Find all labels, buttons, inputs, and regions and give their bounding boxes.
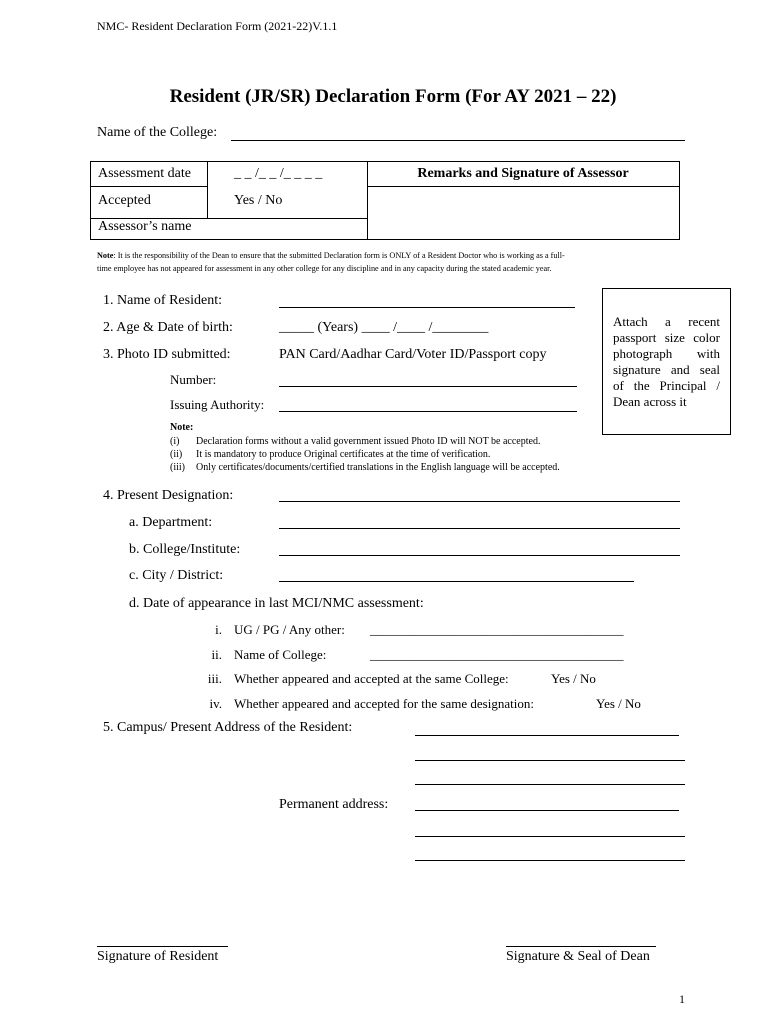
college-institute-input[interactable]: [279, 555, 680, 556]
campus-address-line-3[interactable]: [415, 784, 685, 785]
page-number: 1: [679, 992, 685, 1006]
permanent-address-line-2[interactable]: [415, 836, 685, 837]
sub-item-num: iv.: [209, 696, 222, 711]
id-note-num: (i): [170, 436, 180, 447]
name-of-resident-input[interactable]: [279, 307, 575, 308]
resident-signature-line[interactable]: [97, 946, 228, 947]
accepted-label: Accepted: [98, 193, 151, 208]
campus-address-line-1[interactable]: [415, 735, 679, 736]
photo-attach-box[interactable]: [602, 288, 731, 435]
issuing-authority-input[interactable]: [279, 411, 577, 412]
campus-address-line-2[interactable]: [415, 760, 685, 761]
present-designation-label: 4. Present Designation:: [103, 488, 234, 503]
id-note-text: Declaration forms without a valid government issued Photo ID will NOT be accepted.: [196, 436, 541, 447]
permanent-address-line-1[interactable]: [415, 810, 679, 811]
ug-pg-input[interactable]: _______________________________________: [370, 622, 624, 637]
assessment-date-field[interactable]: _ _ /_ _ /_ _ _ _: [234, 166, 323, 181]
ug-pg-label: UG / PG / Any other:: [234, 622, 345, 637]
campus-address-label: 5. Campus/ Present Address of the Resident:: [103, 720, 353, 735]
number-input[interactable]: [279, 386, 577, 387]
photo-box-text: Attach a recent: [613, 314, 720, 329]
photo-box-text: of the Principal /: [613, 378, 720, 393]
photo-box-text: Dean across it: [613, 394, 687, 409]
page-title: Resident (JR/SR) Declaration Form (For AY 2021 – 22): [169, 86, 617, 107]
college-label: Name of the College:: [97, 125, 218, 140]
age-dob-field[interactable]: _____ (Years) ____ /____ /________: [279, 320, 489, 335]
photo-box-text: signature and seal: [613, 362, 720, 377]
name-of-college-input[interactable]: _______________________________________: [370, 647, 624, 662]
sub-item-num: ii.: [211, 647, 222, 662]
issuing-authority-label: Issuing Authority:: [170, 397, 265, 412]
sub-item-num: iii.: [207, 671, 222, 686]
city-district-input[interactable]: [279, 581, 634, 582]
name-of-college-label: Name of College:: [234, 647, 327, 662]
assessment-date-label: Assessment date: [98, 166, 191, 181]
permanent-address-label: Permanent address:: [279, 797, 389, 812]
photo-box-text: photograph with: [613, 346, 720, 361]
form-code-header: NMC- Resident Declaration Form (2021-22)V.1.1: [97, 19, 338, 33]
same-college-yes-no[interactable]: Yes / No: [551, 671, 596, 686]
signature-of-resident-label: Signature of Resident: [97, 949, 219, 964]
present-designation-input[interactable]: [279, 501, 680, 502]
id-note-text: It is mandatory to produce Original certificates at the time of verification.: [196, 449, 491, 460]
date-appearance-label: d. Date of appearance in last MCI/NMC assessment:: [129, 596, 424, 611]
same-designation-label: Whether appeared and accepted for the same designation:: [234, 696, 534, 711]
city-district-label: c. City / District:: [129, 568, 224, 583]
same-designation-yes-no[interactable]: Yes / No: [596, 696, 641, 711]
dean-responsibility-note-line2: time employee has not appeared for assessment in any other college for any discipline and in any capacity during the stated academic year.: [97, 264, 552, 273]
college-institute-label: b. College/Institute:: [129, 542, 241, 557]
remarks-header: Remarks and Signature of Assessor: [417, 166, 629, 181]
permanent-address-line-3[interactable]: [415, 860, 685, 861]
dean-responsibility-note: Note: It is the responsibility of the Dean to ensure that the submitted Declaration form is ONLY of a Resident Doctor who is working as a full-: [97, 251, 565, 260]
photo-box-text: passport size color: [613, 330, 720, 345]
sub-item-num: i.: [215, 622, 222, 637]
id-note-title: Note:: [170, 422, 194, 433]
dean-signature-line[interactable]: [506, 946, 656, 947]
remarks-signature-area[interactable]: [368, 187, 678, 239]
department-label: a. Department:: [129, 515, 213, 530]
assessor-name-label: Assessor’s name: [98, 219, 192, 234]
college-input-line[interactable]: [231, 140, 685, 141]
photo-id-options: PAN Card/Aadhar Card/Voter ID/Passport copy: [279, 347, 547, 362]
same-college-label: Whether appeared and accepted at the same College:: [234, 671, 509, 686]
assessment-table: [90, 161, 680, 240]
age-dob-label: 2. Age & Date of birth:: [103, 320, 233, 335]
accepted-field[interactable]: Yes / No: [234, 193, 283, 208]
photo-id-label: 3. Photo ID submitted:: [103, 347, 231, 362]
department-input[interactable]: [279, 528, 680, 529]
id-note-num: (ii): [170, 449, 183, 460]
id-note-text: Only certificates/documents/certified translations in the English language will be accepted.: [196, 462, 560, 473]
number-label: Number:: [170, 372, 217, 387]
id-note-num: (iii): [170, 462, 185, 473]
signature-of-dean-label: Signature & Seal of Dean: [506, 949, 650, 964]
name-of-resident-label: 1. Name of Resident:: [103, 293, 222, 308]
